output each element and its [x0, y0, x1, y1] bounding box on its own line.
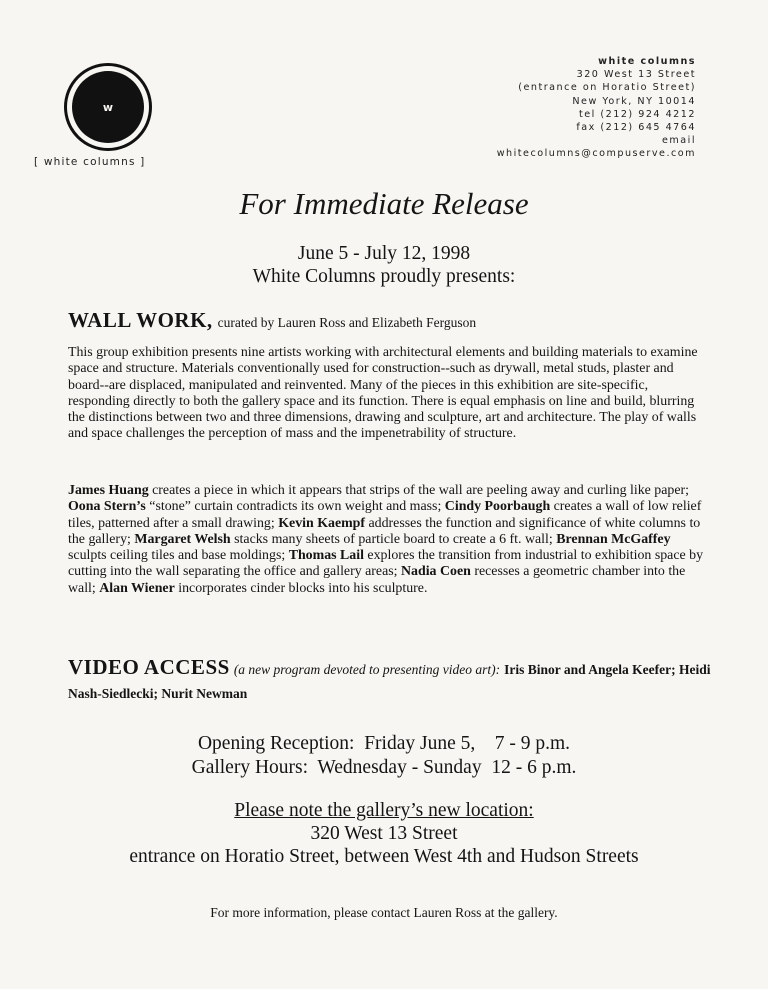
- video-access-description: (a new program devoted to presenting video art):: [233, 662, 501, 677]
- more-info-line: For more information, please contact Lauren Ross at the gallery.: [210, 905, 558, 920]
- contact-block: [497, 55, 696, 161]
- contact-line: email: [662, 135, 696, 147]
- artist-name: Kevin Kaempf: [278, 515, 366, 531]
- artist-text: recesses a geometric chamber into the wall;: [68, 564, 686, 596]
- logo-caption: [ white columns ]: [34, 156, 146, 168]
- contact-line: (entrance on Horatio Street): [518, 82, 696, 94]
- artist-name: Oona Stern’s: [68, 499, 146, 515]
- artist-name: Nadia Coen: [401, 564, 471, 580]
- artist-text: creates a wall of low relief tiles, patterned after a small drawing;: [68, 499, 702, 531]
- white-columns-logo: [64, 63, 152, 151]
- location-notice: Please note the gallery’s new location:: [234, 800, 534, 821]
- artist-text: “stone” curtain contradicts its own weight and mass;: [145, 499, 445, 515]
- exhibition-description: This group exhibition presents nine artists working with architectural elements and building materials to examine space and structure. Materials conventionally used for construction--such as drywall, metal studs, plaster and board--are displaced, manipulated and reinvented. Many of the pieces in this exhibition are site-specific, responding directly to both the gallery space and its function. There is equal emphasis on line and build, blurring the distinctions between two and three dimensions, drawing and sculpture, art and architecture. The play of walls and space challenges the perception of mass and the impenetrability of structure.: [68, 345, 698, 442]
- artist-text: sculpts ceiling tiles and base moldings;: [68, 548, 289, 564]
- artist-text: explores the transition from industrial to exhibition space by cutting into the wall separating the office and gallery areas;: [68, 548, 704, 580]
- opening-reception: Opening Reception: Friday June 5, 7 - 9 p.m.: [197, 733, 571, 754]
- contact-email: whitecolumns@compuserve.com: [496, 148, 696, 160]
- artist-name: Alan Wiener: [99, 580, 175, 596]
- artist-text: creates a piece in which it appears that strips of the wall are peeling away and curling like paper;: [148, 483, 690, 498]
- exhibition-dates: June 5 - July 12, 1998: [297, 243, 471, 264]
- artist-text: stacks many sheets of particle board to create a 6 ft. wall;: [230, 531, 557, 547]
- gallery-hours: Gallery Hours: Wednesday - Sunday 12 - 6 p.m.: [191, 757, 577, 778]
- video-access-artists: Iris Binor and Angela Keefer; Heidi Nash-Siedlecki; Nurit Newman: [68, 662, 711, 701]
- artist-text: addresses the function and significance of white columns to the gallery;: [68, 515, 701, 547]
- street-address: 320 West 13 Street: [310, 823, 458, 844]
- wall-work-curators: curated by Lauren Ross and Elizabeth Ferguson: [217, 315, 477, 330]
- contact-line: New York, NY 10014: [572, 95, 696, 107]
- contact-line: tel (212) 924 4212: [578, 108, 696, 120]
- wall-work-heading: [68, 308, 476, 333]
- artist-descriptions: [68, 483, 706, 597]
- wall-work-title: WALL WORK,: [68, 308, 213, 332]
- contact-line: fax (212) 645 4764: [576, 122, 696, 134]
- artist-name: Thomas Lail: [288, 548, 364, 564]
- artist-name: Brennan McGaffey: [556, 531, 671, 547]
- artist-name: Margaret Welsh: [134, 531, 231, 547]
- video-access-heading: [68, 655, 718, 706]
- logo-disc: [72, 71, 144, 143]
- contact-line: 320 West 13 Street: [576, 69, 696, 81]
- video-access-title: VIDEO ACCESS: [68, 655, 230, 679]
- artist-name: James Huang: [68, 483, 149, 498]
- presents-line: White Columns proudly presents:: [252, 266, 516, 287]
- artist-text: incorporates cinder blocks into his sculpture.: [174, 580, 428, 596]
- entrance-directions: entrance on Horatio Street, between West 4th and Hudson Streets: [129, 846, 639, 867]
- logo-letter: w: [102, 100, 114, 114]
- artist-name: Cindy Poorbaugh: [444, 499, 551, 515]
- contact-org: white columns: [598, 56, 696, 67]
- headline: For Immediate Release: [239, 186, 529, 221]
